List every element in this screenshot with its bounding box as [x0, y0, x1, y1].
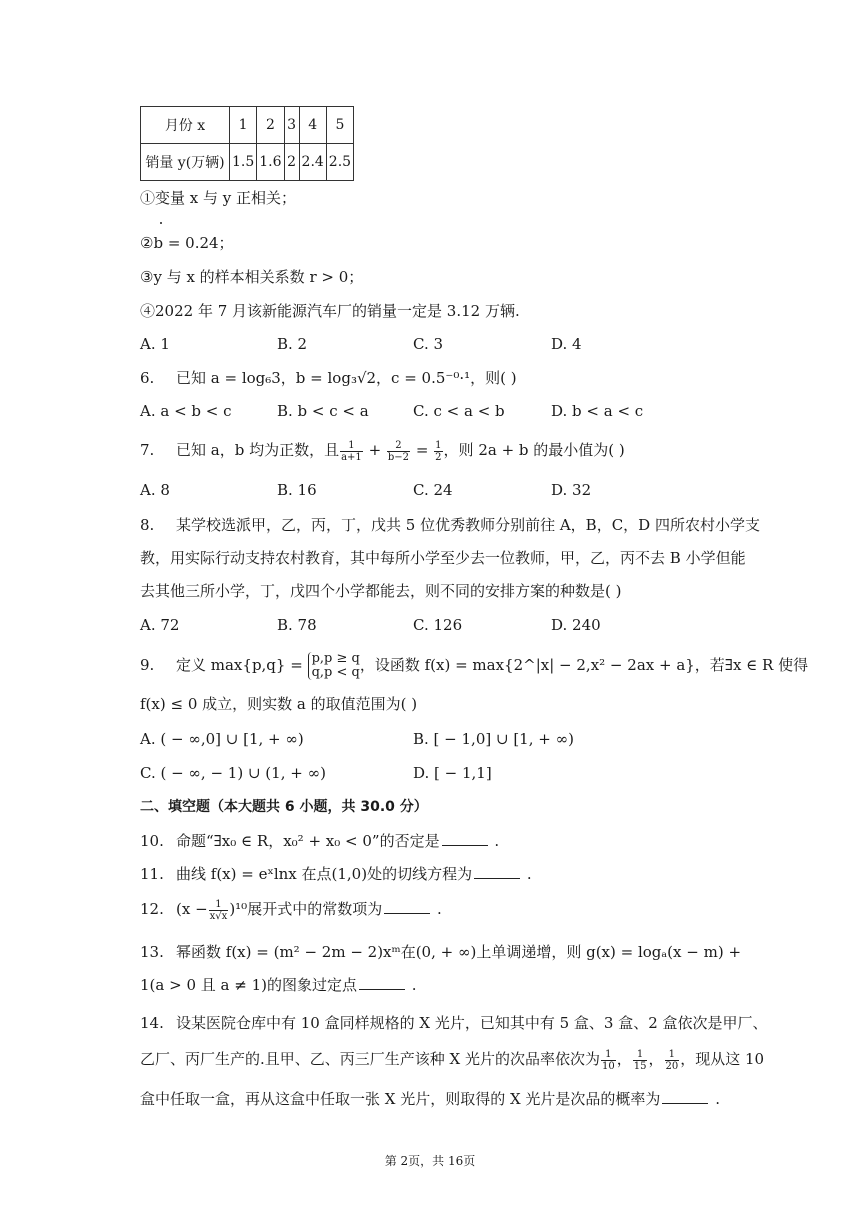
- table-cell: 2: [284, 144, 299, 181]
- question-text-post: )¹⁰展开式中的常数项为: [229, 900, 383, 918]
- option-b: B. b < c < a: [277, 402, 369, 420]
- option-b: B. 78: [277, 616, 317, 634]
- denominator: x√x: [209, 910, 228, 922]
- option-d: D. 240: [551, 616, 601, 634]
- period: .: [494, 832, 500, 850]
- question-text-post: ，则 2a + b 的最小值为( ): [443, 441, 625, 459]
- question-text: 某学校选派甲，乙，丙，丁，戊共 5 位优秀教师分别前往 A，B，C，D 四所农村小学支: [176, 516, 760, 534]
- statement-3: ③y 与 x 的样本相关系数 r > 0；: [140, 268, 364, 286]
- answer-blank[interactable]: [359, 975, 405, 990]
- decorative-dot: [160, 222, 162, 224]
- option-b: B. 16: [277, 481, 317, 499]
- statement-4: ④2022 年 7 月该新能源汽车厂的销量一定是 3.12 万辆.: [140, 302, 520, 320]
- table-row: [141, 107, 354, 144]
- piecewise-cases: [308, 652, 360, 680]
- question-7: 7. 已知 a，b 均为正数，且 $\frac{1}{a+1}$ + $\frac{2}{b-2}$ = $\frac{1}{2}$ ，则 2a + b 的最小值为( ): [140, 439, 625, 463]
- option-b: B. [ − 1,0] ∪ [1, + ∞): [413, 730, 574, 748]
- question-number: 6.: [140, 369, 155, 387]
- case-2: q,p < q: [311, 665, 360, 680]
- question-text: 设某医院仓库中有 10 盒同样规格的 X 光片，已知其中有 5 盒、3 盒、2 盒依次是甲厂、: [176, 1014, 768, 1032]
- question-text-post: ，设函数 f(x) = max{2^|x| − 2,x² − 2ax + a}，若∃x ∈ R 使得: [359, 656, 809, 674]
- question-text: 盒中任取一盒，再从这盒中任取一张 X 光片，则取得的 X 光片是次品的概率为: [140, 1090, 661, 1108]
- numerator: 1: [435, 439, 442, 451]
- table-cell: 2: [257, 107, 284, 144]
- option-a: A. 1: [140, 335, 170, 353]
- table-cell: 1: [230, 107, 257, 144]
- case-1: p,p ≥ q: [311, 651, 360, 666]
- question-8-line-2: 教，用实际行动支持农村教育，其中每所小学至少去一位教师，甲，乙，丙不去 B 小学但能: [140, 549, 746, 567]
- denominator: 10: [602, 1060, 615, 1072]
- numerator: 1: [665, 1049, 680, 1061]
- question-number: 13.: [140, 943, 164, 961]
- option-a: A. 72: [140, 616, 180, 634]
- option-a: A. ( − ∞,0] ∪ [1, + ∞): [140, 730, 304, 748]
- question-number: 12.: [140, 900, 164, 918]
- table-cell: 5: [326, 107, 353, 144]
- table-cell: 2.4: [299, 144, 326, 181]
- page-footer: 第 2页，共 16页: [384, 1154, 476, 1168]
- question-number: 14.: [140, 1014, 164, 1032]
- statement-1: ①变量 x 与 y 正相关；: [140, 189, 297, 207]
- question-6: [140, 367, 517, 389]
- numerator: 2: [387, 440, 410, 452]
- question-8-line-3: 去其他三所小学，丁，戊四个小学都能去，则不同的安排方案的种数是( ): [140, 582, 622, 600]
- question-10: [140, 830, 499, 852]
- fraction: [601, 1049, 616, 1072]
- fraction: [434, 440, 442, 463]
- option-c: C. 126: [413, 616, 463, 634]
- section-heading: 二、填空题（本大题共 6 小题，共 30.0 分）: [140, 799, 428, 815]
- question-text-pre: 已知 a，b 均为正数，且: [176, 441, 340, 459]
- question-text: 乙厂、丙厂生产的.且甲、乙、丙三厂生产该种 X 光片的次品率依次为: [140, 1050, 600, 1068]
- fraction: [633, 1049, 648, 1072]
- table-cell: 2.5: [326, 144, 353, 181]
- question-14-line-3: [140, 1088, 720, 1110]
- denominator: a+1: [341, 451, 362, 463]
- question-text-pre: 定义 max{p,q} =: [176, 656, 303, 674]
- answer-blank[interactable]: [384, 899, 430, 914]
- data-table: [140, 106, 354, 181]
- table-header-cell: 销量 y(万辆): [141, 144, 230, 181]
- table-cell: 1.5: [230, 144, 257, 181]
- option-d: D. 32: [551, 481, 592, 499]
- question-12: [140, 898, 442, 922]
- question-text: 已知 a = log₆3，b = log₃√2，c = 0.5⁻⁰·¹，则( ): [176, 369, 517, 387]
- question-number: 7.: [140, 441, 155, 459]
- table-row: [141, 144, 354, 181]
- numerator: 1: [633, 1049, 648, 1061]
- answer-blank[interactable]: [474, 864, 520, 879]
- table-cell: 4: [299, 107, 326, 144]
- option-c: C. c < a < b: [413, 402, 505, 420]
- question-11: [140, 863, 532, 885]
- question-number: 11.: [140, 865, 164, 883]
- question-13: [140, 941, 741, 963]
- table-header-cell: 月份 x: [141, 107, 230, 144]
- question-number: 8.: [140, 516, 155, 534]
- table-cell: 3: [284, 107, 299, 144]
- question-text: 1(a > 0 且 a ≠ 1)的图象过定点: [140, 976, 357, 994]
- numerator: 1: [601, 1049, 616, 1061]
- fraction: [665, 1049, 680, 1072]
- question-13-line-2: [140, 974, 417, 996]
- period: .: [526, 865, 532, 883]
- denominator: 2: [435, 451, 442, 463]
- question-text: 曲线 f(x) = eˣlnx 在点(1,0)处的切线方程为: [176, 865, 473, 883]
- statement-2: ②b = 0.24；: [140, 234, 234, 252]
- question-9-line-2: f(x) ≤ 0 成立，则实数 a 的取值范围为( ): [140, 695, 418, 713]
- option-d: D. [ − 1,1]: [413, 764, 492, 782]
- answer-blank[interactable]: [662, 1089, 708, 1104]
- option-d: D. 4: [551, 335, 582, 353]
- option-c: C. 24: [413, 481, 453, 499]
- period: .: [436, 900, 442, 918]
- period: .: [715, 1090, 720, 1108]
- question-text-pre: (x −: [176, 900, 208, 918]
- table-cell: 1.6: [257, 144, 284, 181]
- option-b: B. 2: [277, 335, 308, 353]
- question-text: 幂函数 f(x) = (m² − 2m − 2)xᵐ在(0, + ∞)上单调递增，则 g(x) = logₐ(x − m) +: [176, 943, 742, 961]
- denominator: 15: [633, 1060, 647, 1072]
- option-a: A. 8: [140, 481, 170, 499]
- fraction: [209, 899, 229, 922]
- option-a: A. a < b < c: [140, 402, 232, 420]
- numerator: 1: [209, 899, 229, 911]
- question-14: [140, 1012, 768, 1034]
- fraction: [340, 440, 363, 463]
- question-14-line-2: 乙厂、丙厂生产的.且甲、乙、丙三厂生产该种 X 光片的次品率依次为 $\frac{1}{10}$ ， $\frac{1}{15}$ ， $\frac{1}{20}$ ，现从这 10: [140, 1048, 765, 1072]
- question-number: 9.: [140, 656, 155, 674]
- question-8: [140, 514, 760, 536]
- question-text: 命题“∃x₀ ∈ R，x₀² + x₀ < 0”的否定是: [176, 832, 440, 850]
- answer-blank[interactable]: [442, 831, 488, 846]
- question-number: 10.: [140, 832, 164, 850]
- denominator: b−2: [387, 451, 410, 463]
- question-text: ，现从这 10: [680, 1050, 765, 1068]
- fraction: [387, 440, 410, 463]
- period: .: [411, 976, 417, 994]
- question-9: [140, 652, 808, 680]
- option-d: D. b < a < c: [551, 402, 644, 420]
- option-c: C. ( − ∞, − 1) ∪ (1, + ∞): [140, 764, 326, 782]
- denominator: 20: [665, 1060, 679, 1072]
- numerator: 1: [340, 440, 363, 452]
- option-c: C. 3: [413, 335, 444, 353]
